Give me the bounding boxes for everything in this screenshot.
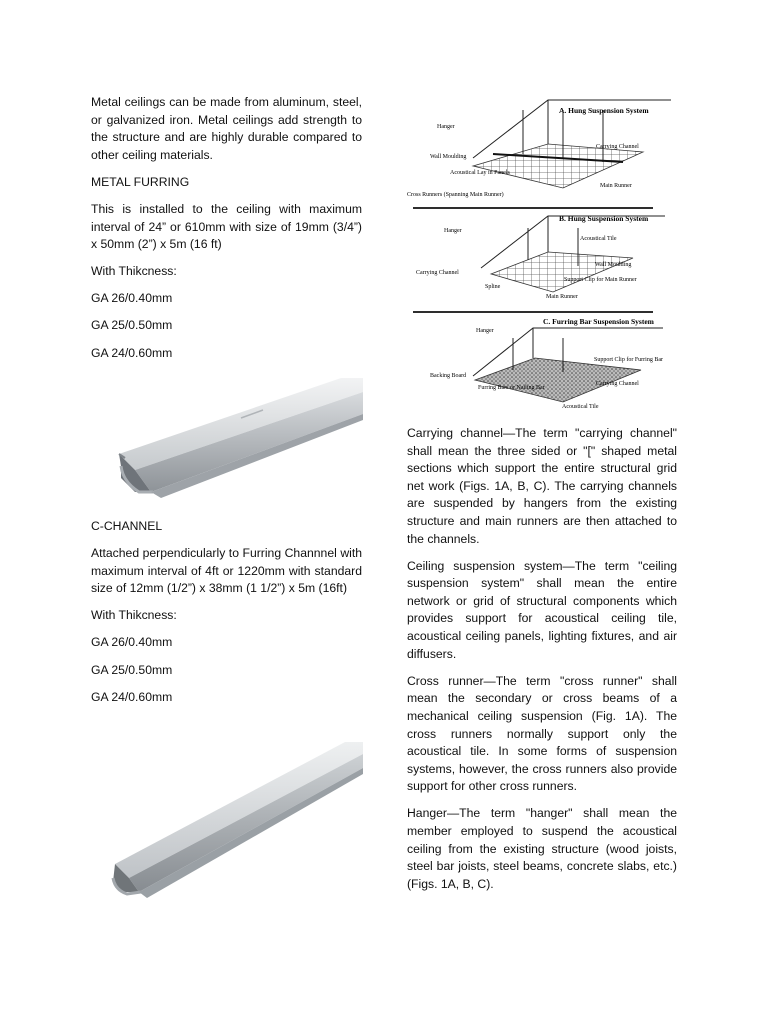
panel-c-title: C. Furring Bar Suspension System [543, 317, 654, 326]
c-channel-description: Attached perpendicularly to Furring Channnel with maximum interval of 4ft or 1220mm with standard size of 12mm (1/2”) x 38mm (1 1/2”) x 5m (16ft) [91, 546, 362, 596]
cross-runner-definition: Cross runner—The term "cross runner" shall mean the secondary or cross beams of a mechanical ceiling suspension (Fig. 1A). The cross runners normally support only the acoustical tile. In some forms of suspension systems, however, the cross runners also provide support for other cross runners. [407, 673, 677, 794]
panel-b-label-6: Spline [485, 284, 501, 290]
furring-gauge-3: GA 24/0.60mm [91, 345, 173, 360]
intro-paragraph: Metal ceilings can be made from aluminum, steel, or galvanized iron. Metal ceilings add strength to the structure and are highly durable compared to other ceiling materials. [91, 95, 362, 162]
panel-a-label-2: Carrying Channel [596, 144, 639, 150]
c-channel-thickness-label: With Thikcness: [91, 608, 177, 623]
panel-b-label-2: Acoustical Tile [580, 236, 617, 242]
metal-furring-photo [91, 374, 363, 510]
metal-furring-heading: METAL FURRING [91, 174, 190, 189]
panel-b-label-4: Carrying Channel [416, 270, 459, 276]
suspension-system-diagram [403, 88, 678, 414]
panel-b-title: B. Hung Suspension System [559, 214, 649, 223]
panel-a [407, 100, 671, 198]
metal-furring-description: This is installed to the ceiling with maximum interval of 24” or 610mm with size of 19mm (3/4”) x 50mm (2”) x 5m (16 ft) [91, 201, 362, 252]
panel-c-label-1: Hanger [476, 328, 494, 334]
c-channel-gauge-2: GA 25/0.50mm [91, 662, 173, 677]
panel-b-label-1: Hanger [444, 228, 462, 234]
panel-a-title: A. Hung Suspension System [559, 106, 649, 115]
panel-a-label-4: Acoustical Lay in Panels [450, 170, 510, 176]
panel-b-label-5: Support Clip for Main Runner [564, 277, 637, 283]
panel-c-label-2: Support Clip for Furring Bar [594, 357, 663, 363]
panel-a-label-3: Wall Moulding [430, 154, 467, 160]
c-channel-gauge-1: GA 26/0.40mm [91, 635, 173, 650]
c-channel-gauge-3: GA 24/0.60mm [91, 689, 173, 704]
panel-c-label-5: Furring Bars or Nailing Bar [478, 385, 545, 391]
c-channel-heading: C-CHANNEL [91, 519, 163, 533]
c-channel-photo [91, 738, 363, 920]
right-column [407, 425, 677, 903]
panel-c-label-6: Acoustical Tile [562, 404, 599, 410]
panel-b [416, 214, 665, 300]
panel-b-label-3: Wall Moulding [595, 262, 632, 268]
panel-b-label-7: Main Runner [546, 294, 578, 300]
panel-a-label-1: Hanger [437, 124, 455, 130]
left-column-top [91, 94, 362, 372]
panel-a-label-5: Main Runner [600, 183, 632, 189]
panel-c-label-3: Backing Board [430, 373, 467, 379]
furring-gauge-1: GA 26/0.40mm [91, 291, 173, 306]
furring-thickness-label: With Thikcness: [91, 264, 177, 279]
left-column-middle [91, 518, 362, 716]
carrying-channel-definition: Carrying channel—The term "carrying channel" shall mean the three sided or "[" shaped metal sections which support the entire structural grid net work (Figs. 1A, B, C). The carrying channels are suspended by hangers from the existing structure and main runners are then attached to the channels. [407, 426, 677, 546]
panel-a-label-6: Cross Runners (Spanning Main Runner) [407, 192, 504, 198]
furring-gauge-2: GA 25/0.50mm [91, 318, 173, 333]
panel-c-label-4: Carrying Channel [596, 381, 639, 387]
hanger-definition: Hanger—The term "hanger" shall mean the member employed to suspend the acoustical ceiling from the existing structure (wood joists, steel bar joists, steel beams, concrete slabs, etc.) (Figs. 1A, B, C). [407, 806, 677, 891]
ceiling-suspension-definition: Ceiling suspension system—The term "ceiling suspension system" shall mean the entire network or grid of structural components which provides support for acoustical ceiling tile, acoustical ceiling panels, lighting fixtures, and air diffusers. [407, 558, 677, 661]
panel-c [430, 317, 663, 410]
